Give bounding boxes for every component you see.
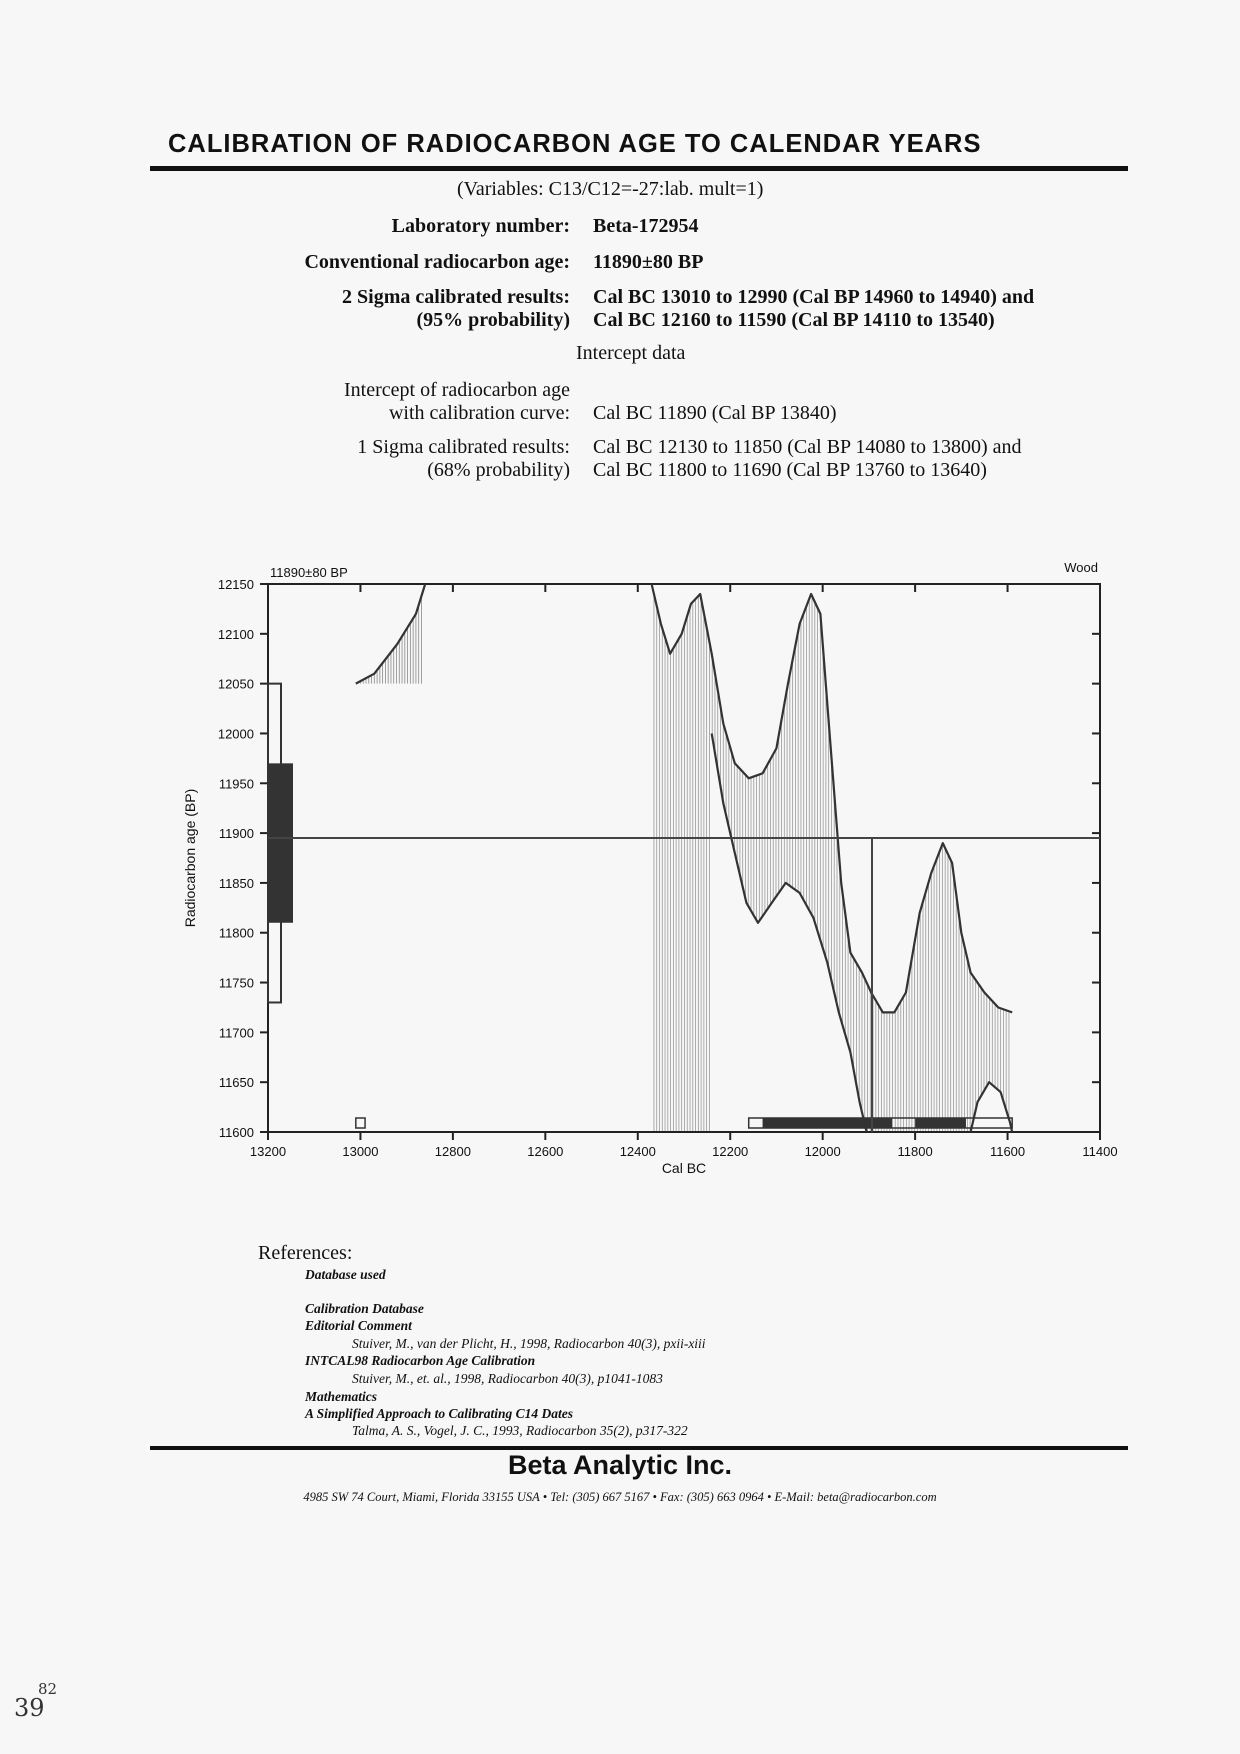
y-axis-label: Radiocarbon age (BP) <box>182 788 198 928</box>
y-tick-label: 11800 <box>218 925 254 941</box>
ref-stuiver-2: Stuiver, M., et. al., 1998, Radiocarbon 40(3), p1041-1083 <box>352 1371 663 1386</box>
intercept-value: Cal BC 11890 (Cal BP 13840) <box>593 402 837 424</box>
y-tick-label: 11600 <box>218 1125 254 1140</box>
ref-intcal98: INTCAL98 Radiocarbon Age Calibration <box>305 1353 536 1368</box>
y-tick-label: 11900 <box>218 826 254 842</box>
y-tick-label: 12100 <box>217 626 254 642</box>
intercept-heading: Intercept data <box>576 342 686 364</box>
x-tick-label: 13000 <box>342 1144 379 1159</box>
company-name: Beta Analytic Inc. <box>507 1450 733 1480</box>
x-tick-label: 11400 <box>1082 1144 1118 1159</box>
x-tick-label: 12600 <box>527 1144 564 1159</box>
x-tick-label: 12200 <box>712 1144 749 1159</box>
two-sigma-label: 2 Sigma calibrated results: <box>342 286 570 308</box>
ref-simplified-approach: A Simplified Approach to Calibrating C14 Dates <box>305 1406 574 1421</box>
company-address: 4985 SW 74 Court, Miami, Florida 33155 USA • Tel: (305) 667 5167 • Fax: (305) 663 0964 • E-Mail: beta@radiocarbon.com <box>303 1490 937 1504</box>
one-sigma-cal-range <box>915 1118 966 1128</box>
x-tick-label: 12400 <box>619 1144 656 1159</box>
intercept-label-2: with calibration curve: <box>388 402 570 424</box>
conventional-age-label: Conventional radiocarbon age: <box>304 251 570 273</box>
x-tick-label: 12800 <box>434 1144 471 1159</box>
x-axis-label: Cal BC <box>661 1160 707 1176</box>
age-label: 11890±80 BP <box>270 565 348 580</box>
y-tick-label: 12050 <box>217 676 254 692</box>
calibration-curve-upper <box>356 584 425 684</box>
two-sigma-probability-label: (95% probability) <box>416 309 570 331</box>
probability-hatching <box>360 594 1008 1132</box>
handwritten-superscript: 82 <box>38 1680 58 1698</box>
one-sigma-value-2: Cal BC 11800 to 11690 (Cal BP 13760 to 13640) <box>593 459 987 481</box>
y-tick-label: 11850 <box>218 875 254 891</box>
ref-talma-vogel: Talma, A. S., Vogel, J. C., 1993, Radiocarbon 35(2), p317-322 <box>352 1423 688 1438</box>
x-tick-label: 11800 <box>897 1144 933 1159</box>
references-heading: References: <box>258 1242 353 1264</box>
x-tick-label: 12000 <box>804 1144 841 1159</box>
ref-editorial-comment: Editorial Comment <box>305 1318 412 1333</box>
one-sigma-value-1: Cal BC 12130 to 11850 (Cal BP 14080 to 13800) and <box>593 436 1022 458</box>
y-tick-label: 12000 <box>217 726 254 742</box>
handwritten-page-number: 39 <box>14 1694 45 1722</box>
one-sigma-label: 1 Sigma calibrated results: <box>357 436 570 458</box>
one-sigma-probability-label: (68% probability) <box>427 459 570 481</box>
y-tick-label: 11950 <box>218 776 254 792</box>
x-tick-label: 13200 <box>249 1144 287 1159</box>
ref-stuiver-1: Stuiver, M., van der Plicht, H., 1998, Radiocarbon 40(3), pxii-xiii <box>352 1336 706 1351</box>
two-sigma-cal-range <box>356 1118 365 1128</box>
material-label: Wood <box>1064 560 1098 575</box>
calibration-curve-upper-2 <box>652 584 1013 1012</box>
calibration-curves <box>356 584 1012 1132</box>
y-tick-label: 11650 <box>218 1075 254 1091</box>
x-tick-label: 11600 <box>989 1144 1026 1159</box>
y-tick-label: 11750 <box>218 975 254 991</box>
calibration-curve-lower <box>712 734 867 1133</box>
plot-frame <box>268 584 1100 1132</box>
y-tick-label: 11700 <box>218 1025 254 1041</box>
lab-number-label: Laboratory number: <box>391 215 570 237</box>
two-sigma-value-2: Cal BC 12160 to 11590 (Cal BP 14110 to 13540) <box>593 309 995 331</box>
one-sigma-age-bar <box>268 763 293 922</box>
two-sigma-value-1: Cal BC 13010 to 12990 (Cal BP 14960 to 14940) and <box>593 286 1035 308</box>
ref-calibration-database: Calibration Database <box>305 1301 424 1316</box>
conventional-age-value: 11890±80 BP <box>593 251 704 273</box>
report-title: CALIBRATION OF RADIOCARBON AGE TO CALENDAR YEARS <box>168 130 982 158</box>
intercept-label-1: Intercept of radiocarbon age <box>344 379 570 401</box>
variables-line: (Variables: C13/C12=-27:lab. mult=1) <box>457 178 764 200</box>
lab-number-value: Beta-172954 <box>593 215 699 237</box>
ref-database-used: Database used <box>305 1267 386 1282</box>
y-tick-label: 12150 <box>217 577 254 592</box>
ref-mathematics: Mathematics <box>305 1389 378 1404</box>
